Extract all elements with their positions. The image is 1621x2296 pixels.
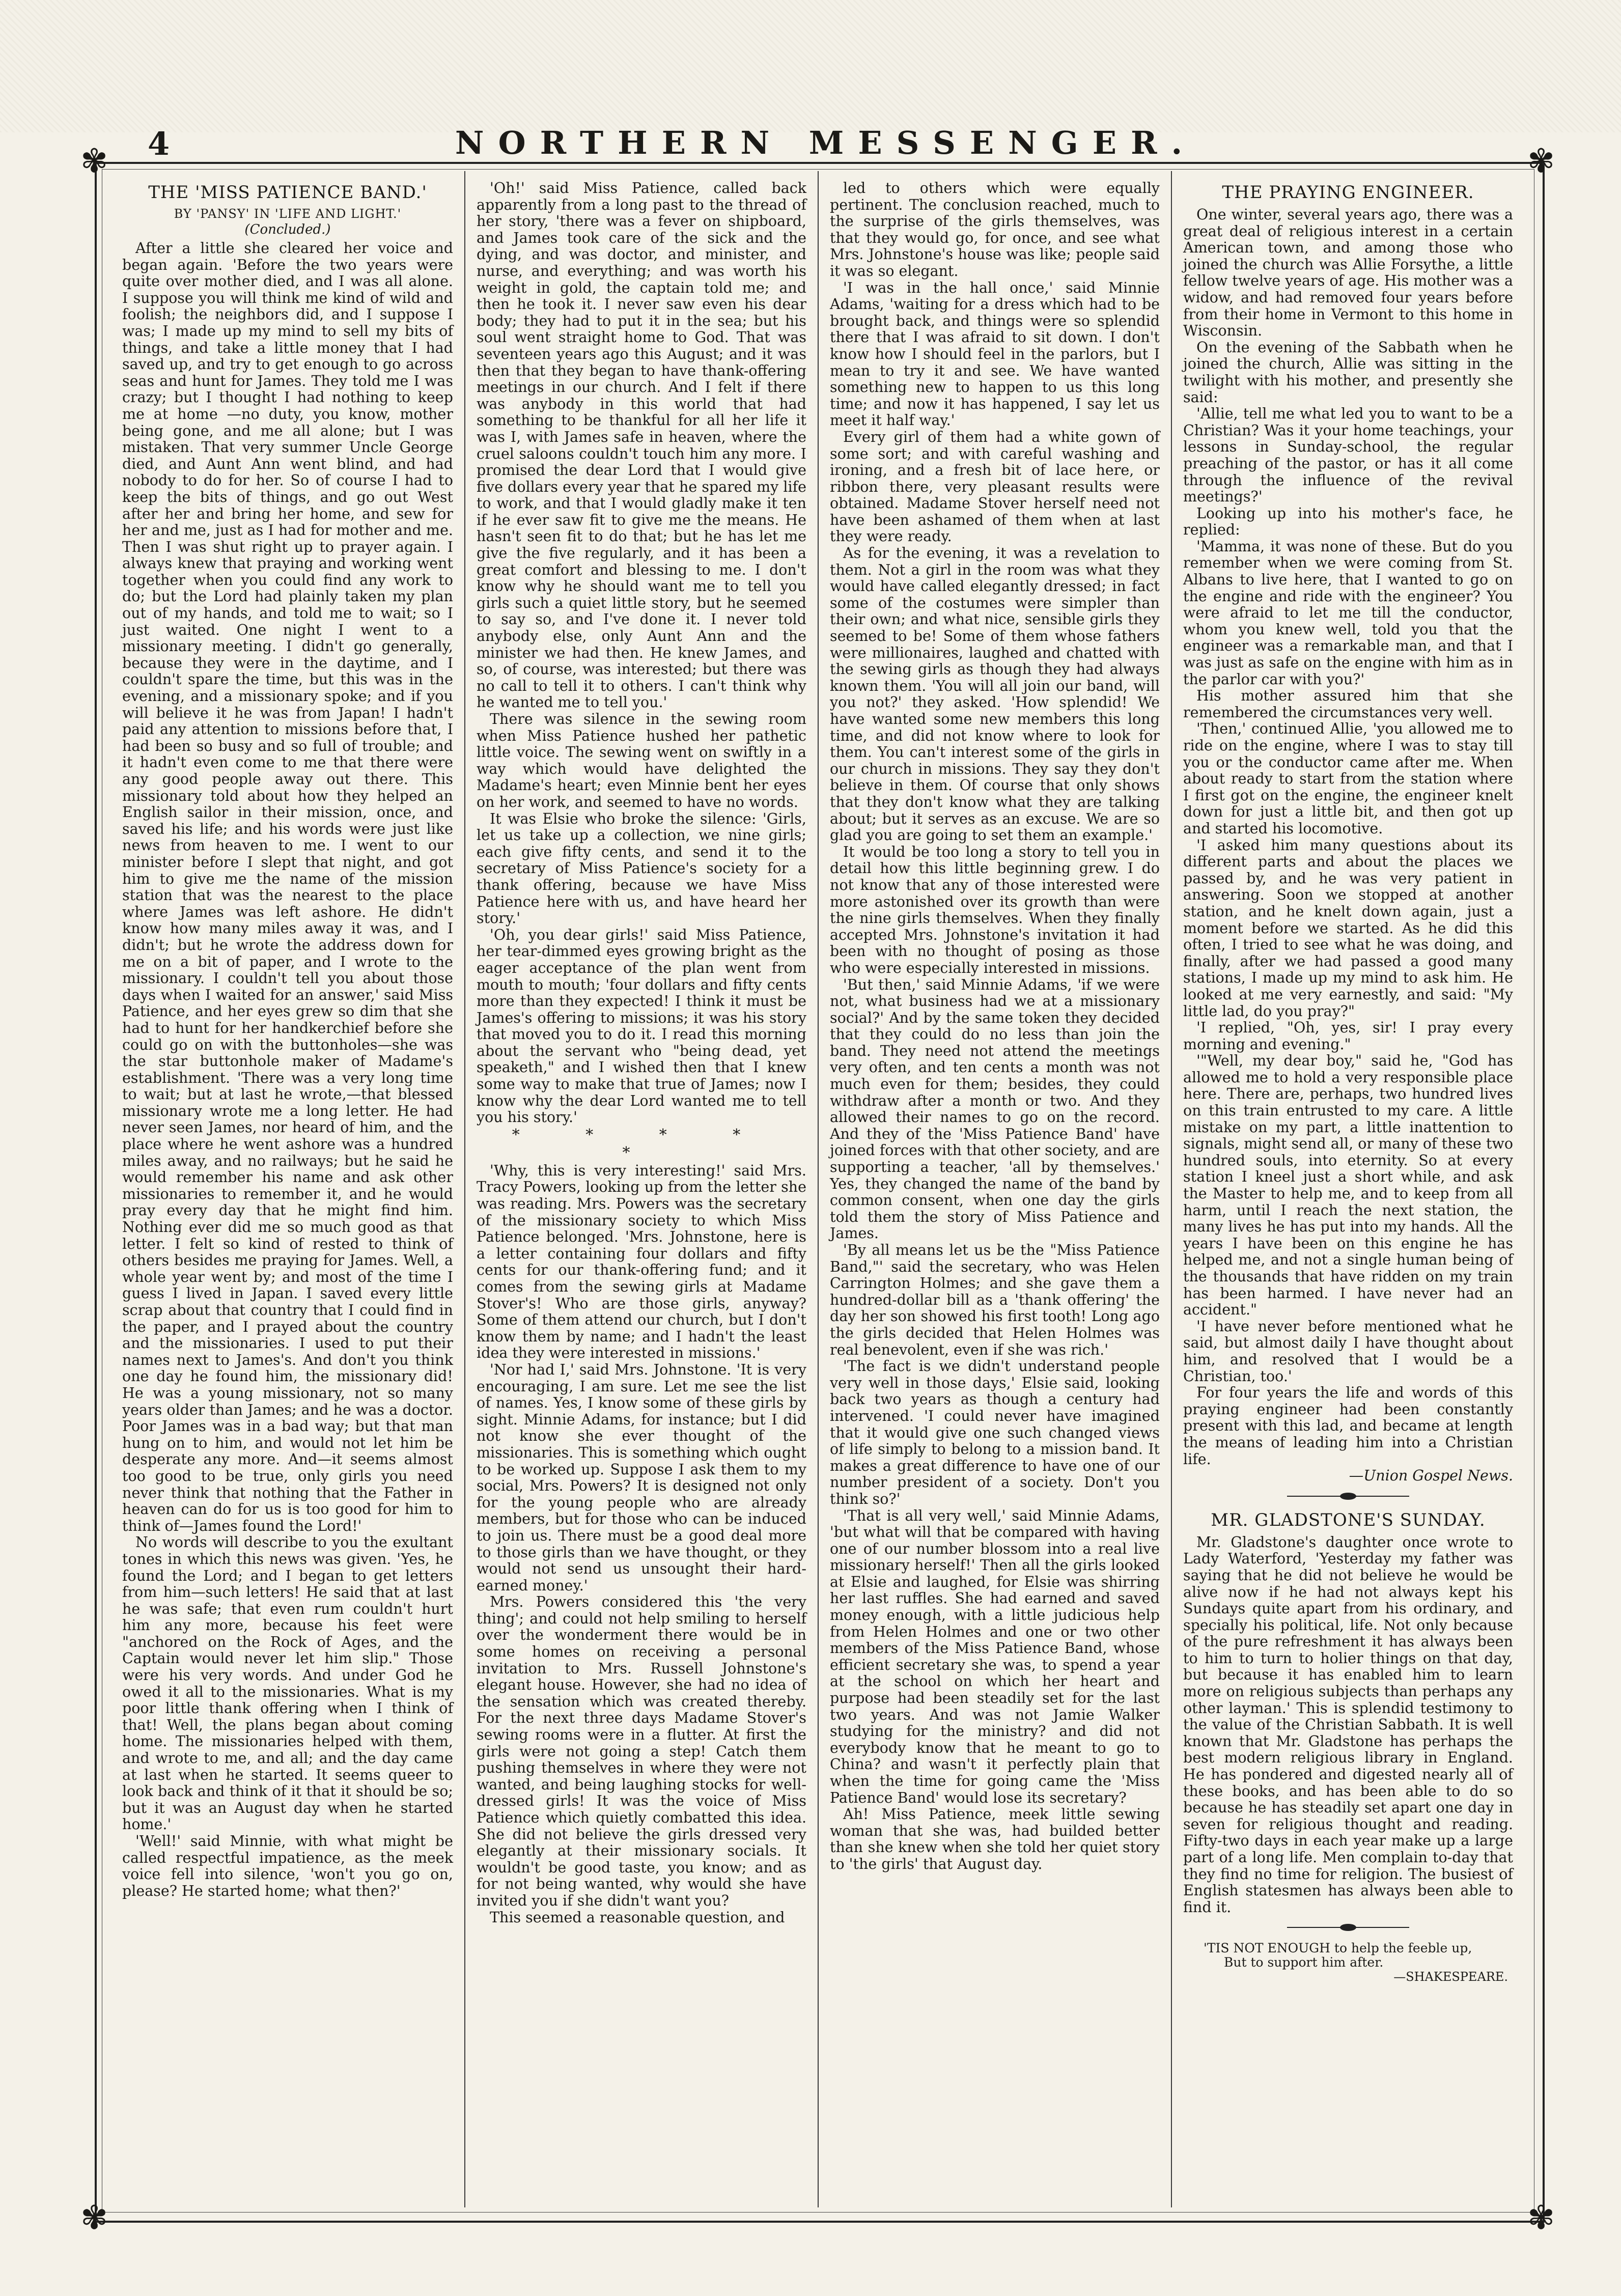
paragraph: No words will describe to you the exultant tones in which this news was given. 'Yes, he found the Lord; and I began to get letters from him—such letters! He said that at last he was safe; that even rum couldn't hurt him any more, because his feet were "anchored on the Rock of Ages, and the Captain would never let him slip." Those were his very words. And under God he owed it all to the missionaries. What is my poor little thank offering when I think of that! Well, the plans began about coming home. The missionaries helped with them, and wrote to me, and all; and the day came at last when he started. It seems queer to look back and think of it that it should be so; but it was an August day when he started home.' (122, 1534, 453, 1833)
top-margin-speckle (0, 0, 1621, 132)
paragraph: On the evening of the Sabbath when he joined the church, Allie was sitting in the twilight with his mother, and presently she said: (1183, 339, 1513, 406)
paragraph: This seemed a reasonable question, and (490, 1909, 785, 1926)
paragraph: Looking up into his mother's face, he replied: (1183, 505, 1513, 539)
paragraph: 'I replied, "Oh, yes, sir! I pray every morning and evening." (1183, 1019, 1513, 1053)
paragraph: 'Oh, you dear girls!' said Miss Patience, her tear-dimmed eyes growing bright as the eager acceptance of the plan went from mouth to mouth; 'four dollars and fifty cents more than they expected! I think it must be James's offering to missions; it was his story that moved you to do it. I read this morning about the servant who "being dead, yet speaketh," and I wished then that I knew some way to make that true of James; now I know why the dear Lord wanted me to tell you his story.' (477, 926, 806, 1126)
column-2 (464, 171, 818, 2207)
column-1 (111, 171, 464, 2207)
article-byline: BY 'PANSY' IN 'LIFE AND LIGHT.' (174, 207, 402, 221)
paragraph: 'The fact is we didn't understand people very well in those days,' Elsie said, looking back two years as though a century had intervened. 'I could never have imagined that it would give one such changed views of life simply to belong to a mission band. It makes a great difference to have one of our number president of a society. Don't you think so?' (830, 1358, 1160, 1507)
section-divider (1287, 1924, 1409, 1931)
page-number: 4 (148, 125, 170, 162)
paragraph: Mrs. Powers considered this 'the very thing'; and could not help smiling to herself over the wonderment there would be in some homes on receiving a personal invitation to Mrs. Russell Johnstone's elegant house. However, she had no idea of the sensation which was created thereby. For the next three days Madame Stover's sewing rooms were in a flutter. At first the girls were not going a step! Catch them pushing themselves in where they were not wanted, and being laughing stocks for well-dressed girls! It was the voice of Miss Patience which quietly combatted this idea. She did not believe the girls dressed very elegantly at their missionary socials. It wouldn't be good taste, you know; and as for not being wanted, why would she have invited you if she didn't want you? (477, 1593, 806, 1909)
paragraph: Every girl of them had a white gown of some sort; and with careful washing and ironing, and a fresh bit of lace here, or ribbon there, very pleasant results were obtained. Madame Stover herself need not have been ashamed of them when at last they were ready. (830, 428, 1160, 545)
corner-ornament-icon: ✾ (80, 143, 108, 180)
article-title-engineer: THE PRAYING ENGINEER. (1222, 182, 1474, 203)
paragraph: 'Then,' continued Allie, 'you allowed me to ride on the engine, where I was to stay till you or the conductor came after me. When about ready to start from the station where I first got on the engine, the engineer knelt down for just a little bit, and then got up and started his locomotive. (1183, 720, 1513, 837)
paragraph: 'That is all very well,' said Minnie Adams, 'but what will that be compared with having one of our number blossom into a real live missionary herself!' Then all the girls looked at Elsie and laughed, for Elsie was shirring her last ruffles. She had earned and saved money enough, with a little judicious help from Helen Holmes and one or two other members of the Miss Patience Band, whose efficient secretary she was, to spend a year at the school on which her heart and purpose had been steadily set for the last two years. And was not Jamie Walker studying for the ministry? and did not everybody know that he meant to go to China? and wasn't it perfectly plain that when the time for going came the 'Miss Patience Band' would lose its secretary? (830, 1507, 1160, 1806)
paragraph: 'Allie, tell me what led you to want to be a Christian? Was it your home teachings, your lessons in Sunday-school, the regular preaching of the pastor, or has it all come through the influence of the revival meetings?' (1183, 405, 1513, 506)
paragraph: Mr. Gladstone's daughter once wrote to Lady Waterford, 'Yesterday my father was saying that he did not believe he would be alive now if he had not always kept his Sundays quite apart from his ordinary, and specially his political, life. Not only because of the pure refreshment it has always been to him to turn to holier things on that day, but because it has enabled him to learn more on religious subjects than perhaps any other layman.' This is splendid testimony to the value of the Christian Sabbath. It is well known that Mr. Gladstone has perhaps the best modern religious library in England. He has pondered and digested nearly all of these books, and has been able to do so because he has steadily set apart one day in seven for religious thought and reading. Fifty-two days in each year make up a large part of a long life. Men complain to-day that they find no time for religion. The busiest of English statesmen has always been able to find it. (1183, 1533, 1513, 1916)
paragraph: After a little she cleared her voice and began again. 'Before the two years were quite over mother died, and I was all alone. I suppose you will think me kind of wild and foolish; the neighbors did, and I suppose I was; I made up my mind to sell my bits of things, and take a little money that I had saved up, and try to get enough to go across seas and hunt for James. They told me I was crazy; but I thought I had nothing to keep me at home —no duty, you know, mother being gone, and me all alone; but I was mistaken. That very summer Uncle George died, and Aunt Ann went blind, and had nobody to do for her. So of course I had to keep the bits of things, and go out West after her and bring her home, and sew for her and me, just as I had for mother and me. Then I was shut right up to prayer again. I always knew that praying and working went together when you could find any work to do; but the Lord had plainly taken my plan out of my hands, and told me to wait; so I just waited. One night I went to a missionary meeting. I didn't go generally, because they were in the daytime, and I couldn't spare the time, but this was in the evening, and a missionary spoke; and if you will believe it he was from Japan! I hadn't paid any attention to missions before that, I had been so busy and so full of trouble; and it hadn't even come to me that there were any good people away out there. This missionary told about how they helped an English sailor in their mission, once, and saved his life; and his words were just like news from heaven to me. I went to our minister before I slept that night, and got him to give me the name of the mission station that was the nearest to the place where James was left ashore. He didn't know how many miles away it was, and I didn't; but he wrote the address down for me on a bit of paper, and I wrote to the missionary. I couldn't tell you about those days when I waited for an answer,' said Miss Patience, and her eyes grew so dim that she had to hunt for her handkerchief before she could go on with the buttonholes—she was the star buttonhole maker of Madame's establishment. 'There was a very long time to wait; but at last he wrote,—that blessed missionary wrote me a long letter. He had never seen James, nor heard of him, and the place where he went ashore was a hundred miles away, and no railways; but he said he would remember his name and ask other missionaries to remember it, and he would pray every day that he might find him. Nothing ever did me so much good as that letter. I felt so kind of rested to think of others besides me praying for James. Well, a whole year went by; and most of the time I guess I lived in Japan. I saved every little scrap about that country that I could find in the paper, and I prayed about the country and the missionaries. I used to put their names next to James's. And don't you think one day he found him, the missionary did! He was a young missionary, not so many years older than James; and he was a doctor. Poor James was in a bad way; but that man hung on to him, and would not let him be desperate any more. And—it seems almost too good to be true, only girls you need never think that nothing that the Father in heaven can do for us is too good for him to think of—James found the Lord!' (122, 240, 453, 1534)
paragraph: '"Well, my dear boy," said he, "God has allowed me to hold a very responsible place here. There are, perhaps, two hundred lives on this train entrusted to my care. A little mistake on my part, a little inattention to signals, might send all, or many of these two hundred souls, into eternity. So at every station I kneel just a short while, and ask the Master to help me, and to keep from all harm, until I reach the next station, the many lives he has put into my hands. All the years I have been on this engine he has helped me, and not a single human being of the thousands that have ridden on my train has been harmed. I have never had an accident." (1183, 1052, 1513, 1319)
paragraph: 'By all means let us be the "Miss Patience Band,"' said the secretary, who was Helen Carrington Holmes; and she gave them a hundred-dollar bill as a 'thank offering' the day her son showed his first tooth! Long ago the girls decided that Helen Holmes was real benevolent, even if she was rich.' (830, 1242, 1160, 1358)
quote-line: 'TIS NOT ENOUGH to help the feeble up, (1204, 1941, 1472, 1956)
quote-block (1204, 1941, 1513, 1984)
paragraph: 'But then,' said Minnie Adams, 'if we were not, what business had we at a missionary social?' And by the same token they decided that they could do no less than join the band. They need not attend the meetings very often, and ten cents a month was not much even for them; besides, they could withdraw after a month or two. And they allowed their names to go on the record. And they of the 'Miss Patience Band' have joined forces with that other society, and are supporting a teacher, 'all by themselves.' Yes, they changed the name of the band by common consent, when one day the girls told them the story of Miss Patience and James. (830, 976, 1160, 1242)
corner-ornament-icon: ✾ (1527, 2199, 1555, 2237)
paragraph: 'Nor had I,' said Mrs. Johnstone. 'It is very encouraging, I am sure. Let me see the list of names. Yes, I know some of these girls by sight. Minnie Adams, for instance; but I did not know she ever thought of the missionaries. This is something which ought to be worked up. Suppose I ask them to my social, Mrs. Powers? It is designed not only for the young people who are already members, but for those who can be induced to join us. There must be a good deal more to those girls than we have thought, or they would not send us unsought their hard-earned money.' (477, 1361, 806, 1594)
paragraph: His mother assured him that she remembered the circumstances very well. (1183, 687, 1513, 721)
paragraph: 'Well!' said Minnie, with what might be called respectful impatience, as the meek voice fell into silence, 'won't you go on, please? He started home; what then?' (122, 1833, 453, 1899)
paragraph: led to others which were equally pertinent. The conclusion reached, much to the surprise of the girls themselves, was that they would go, for once, and see what Mrs. Johnstone's house was like; people said it was so elegant. (830, 180, 1160, 279)
section-break-stars: * * * * * (512, 1126, 771, 1162)
paragraph: 'Oh!' said Miss Patience, called back apparently from a long past to the thread of her story, 'there was a fever on shipboard, and James took care of the sick and the dying, and was doctor, and minister, and nurse, and everything; and was worth his weight in gold, the captain told me; and then he took it. I never saw even his dear body; they had to put it in the sea; but his soul went straight home to God. That was seventeen years ago this August; and it was then that they began to have thank-offering meetings in our church. And I felt if there was anybody in this world that had something to be thankful for all her life it was I, with James safe in heaven, where the cruel saloons couldn't touch him any more. I promised the dear Lord that I would give five dollars every year that he spared my life to work, and that I would gladly make it ten if he ever saw fit to give me the means. He hasn't seen fit to do that; but he has let me give the five regularly, and it has been a great comfort and blessing to me. I don't know why he should want me to tell you girls such a quiet little story, but he seemed to say so, and I've done it. I never told anybody else, only Aunt Ann and the minister we had then. He knew James, and so, of course, was interested; but there was no call to tell it to others. I can't think why he wanted me to tell you.' (477, 180, 806, 711)
newspaper-columns (111, 171, 1524, 2207)
article-note: (Concluded.) (244, 222, 331, 237)
paragraph: 'I have never before mentioned what he said, but almost daily I have thought about him, and resolved that I would be a Christian, too.' (1183, 1318, 1513, 1385)
paragraph: It would be too long a story to tell you in detail how this little beginning grew. I do not know that any of those interested were more astonished over its growth than were the nine girls themselves. When they finally accepted Mrs. Johnstone's invitation it had been with no thought of posing as those who were especially interested in missions. (830, 843, 1160, 976)
paragraph: 'Why, this is very interesting!' said Mrs. Tracy Powers, looking up from the letter she was reading. Mrs. Powers was the secretary of the missionary society to which Miss Patience belonged. 'Mrs. Johnstone, here is a letter containing four dollars and fifty cents for our thank-offering fund; and it comes from the sewing girls at Madame Stover's! Who are those girls, anyway? Some of them attend our church, but I don't know them by name; and I hadn't the least idea they were interested in missions.' (477, 1162, 806, 1362)
column-4 (1171, 171, 1524, 2207)
quote-attribution: —SHAKESPEARE. (1393, 1970, 1508, 1984)
article-title-gladstone: MR. GLADSTONE'S SUNDAY. (1211, 1509, 1486, 1530)
paragraph: Ah! Miss Patience, meek little sewing woman that she was, had builded better than she knew when she told her quiet story to 'the girls' that August day. (830, 1806, 1160, 1872)
paragraph: One winter, several years ago, there was a great deal of religious interest in a certain American town, and among those who joined the church was Allie Forsythe, a little fellow twelve years of age. His mother was a widow, and had removed four years before from their home in Vermont to this home in Wisconsin. (1183, 206, 1513, 340)
masthead-title: NORTHERN MESSENGER. (455, 124, 1197, 161)
paragraph: 'I was in the hall once,' said Minnie Adams, 'waiting for a dress which had to be brought back, and things were so splendid there that I was afraid to sit down. I don't know how I should feel in the parlors, but I mean to try it and see. We have wanted something new to happen to us this long time; and now it has happened, I say let us meet it half way.' (830, 279, 1160, 429)
section-divider (1287, 1493, 1409, 1500)
article-title-patience: THE 'MISS PATIENCE BAND.' (148, 182, 427, 203)
paragraph: As for the evening, it was a revelation to them. Not a girl in the room was what they would have called elegantly dressed; in fact some of the costumes were simpler than their own; and what nice, sensible girls they seemed to be! Some of them whose fathers were millionaires, laughed and chatted with the sewing girls as though they had always known them. 'You will all join our band, will you not?' they asked. 'How splendid! We have wanted some new members this long time, and did not know where to look for them. You can't interest some of the girls in our church in missions. They say they don't believe in them. Of course that only shows that they don't know what they are talking about; but it serves as an excuse. We are so glad you are going to set them an example.' (830, 545, 1160, 844)
paragraph: There was silence in the sewing room when Miss Patience hushed her pathetic little voice. The sewing went on swiftly in a way which would have delighted the Madame's heart; even Minnie bent her eyes on her work, and seemed to have no words. (477, 711, 806, 810)
paragraph: 'Mamma, it was none of these. But do you remember when we were coming from St. Albans to live here, that I wanted to go on the engine and ride with the engineer? You were afraid to let me till the conductor, whom you knew well, told you that the engineer was a remarkable man, and that I was just as safe on the engine with him as in the parlor car with you?' (1183, 538, 1513, 688)
paragraph: It was Elsie who broke the silence: 'Girls, let us take up a collection, we nine girls; each give fifty cents, and send it to the secretary of Miss Patience's society for a thank offering, because we have Miss Patience here with us, and have heard her story.' (477, 810, 806, 927)
paragraph: 'I asked him many questions about its different parts and about the places we passed by, and he was very patient in answering. Soon we stopped at another station, and he knelt down again, just a moment before we started. As he did this often, I tried to see what he was doing, and finally, after we had passed a good many stations, I made up my mind to ask him. He looked at me very earnestly, and said: "My little lad, do you pray?" (1183, 836, 1513, 1020)
column-3 (818, 171, 1171, 2207)
corner-ornament-icon: ✾ (80, 2199, 108, 2237)
quote-line: But to support him after. (1224, 1955, 1384, 1970)
corner-ornament-icon: ✾ (1527, 143, 1555, 180)
article-source: —Union Gospel News. (1349, 1467, 1513, 1485)
paragraph: For four years the life and words of this praying engineer had been constantly present with this lad, and became at length the means of leading him into a Christian life. (1183, 1384, 1513, 1468)
